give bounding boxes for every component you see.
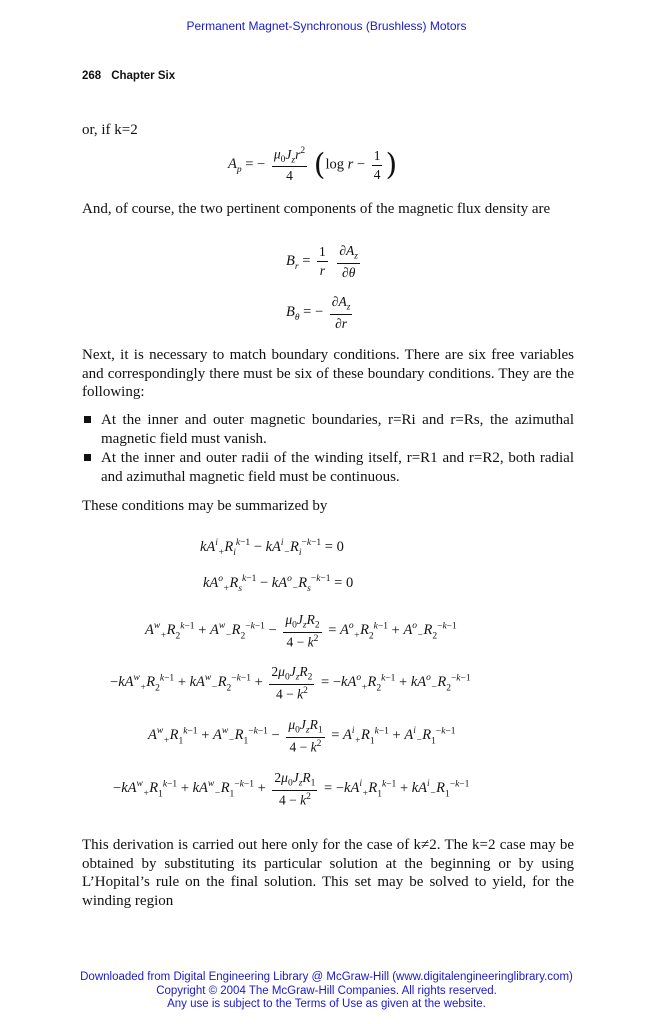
footer-download (0, 971, 653, 1012)
boundary-equation: $-kA^w_+R_2^{k-1} + kA^w_-R_2^{-k-1}$ + $\frac{2\mu_0J_zR_2}{4 - k^2}$ = $-kA^o_+R_2^{k-1} + kA^o_-R_2^{-k-1}$ (110, 664, 471, 702)
bullet-item (82, 449, 574, 486)
page-label (82, 70, 185, 82)
intro-text: or, if k=2 (82, 122, 138, 138)
boundary-equation: $kA^i_+R_i^{k-1} - kA^i_-R_i^{-k-1} = 0$ (200, 538, 344, 558)
equation-btheta: $B_\theta$ = − $\frac{\partial A_z}{\partial r}$ (286, 294, 351, 331)
equation-br: $B_r$ = $\frac{1}{r}$ $\frac{\partial A_z}{\partial\theta}$ (286, 243, 358, 280)
boundary-paragraph: Next, it is necessary to match boundary conditions. There are six free variables and correspondingly there must be six of these boundary conditions. They are the following: (82, 347, 574, 400)
page-number: 268 (82, 70, 102, 82)
boundary-equation: $-kA^w_+R_1^{k-1} + kA^w_-R_1^{-k-1}$ + $\frac{2\mu_0J_zR_1}{4 - k^2}$ = $-kA^i_+R_1^{k-1} + kA^i_-R_1^{-k-1}$ (113, 770, 470, 808)
bullet-mark (84, 416, 91, 423)
bullet-mark (84, 454, 91, 461)
bullet-item (82, 411, 574, 448)
summary-text: These conditions may be summarized by (82, 498, 328, 514)
boundary-equation: $A^w_+R_2^{k-1} + A^w_-R_2^{-k-1}$ − $\frac{\mu_0J_zR_2}{4 - k^2}$ = $A^o_+R_2^{k-1} + A^o_-R_2^{-k-1}$ (145, 612, 457, 650)
bullet-text: At the inner and outer radii of the winding itself, r=R1 and r=R2, both radial and azimuthal magnetic field must be continuous. (101, 450, 574, 485)
equation-ap: $A_p$ = − $\frac{\mu_0J_zr^2}{4}$ (log r − $\frac{1}{4}$ ) (228, 146, 398, 184)
running-title: Permanent Magnet-Synchronous (Brushless) Motors (186, 19, 467, 33)
footer-line-1[interactable]: Downloaded from Digital Engineering Library @ McGraw-Hill (www.digitalengineeringlibrary.com) (80, 971, 573, 983)
chapter-name: Chapter Six (111, 70, 176, 82)
footer-line-2: Copyright © 2004 The McGraw-Hill Companies. All rights reserved. (156, 984, 497, 997)
flux-paragraph: And, of course, the two pertinent components of the magnetic flux density are (82, 201, 551, 217)
bullet-text: At the inner and outer magnetic boundaries, r=Ri and r=Rs, the azimuthal magnetic field must vanish. (101, 412, 574, 447)
final-paragraph: This derivation is carried out here only for the case of k≠2. The k=2 case may be obtained by substituting its particular solution at the beginning or by using L’Hopital’s rule on the final solution. This set may be solved to yield, for the winding region (82, 837, 574, 909)
boundary-equation: $kA^o_+R_s^{k-1} - kA^o_-R_s^{-k-1} = 0$ (203, 574, 354, 594)
boundary-equation: $A^w_+R_1^{k-1} + A^w_-R_1^{-k-1}$ − $\frac{\mu_0J_zR_1}{4 - k^2}$ = $A^i_+R_1^{k-1} + A^i_-R_1^{-k-1}$ (148, 717, 456, 755)
footer-line-3[interactable]: Any use is subject to the Terms of Use as given at the website. (167, 998, 486, 1010)
